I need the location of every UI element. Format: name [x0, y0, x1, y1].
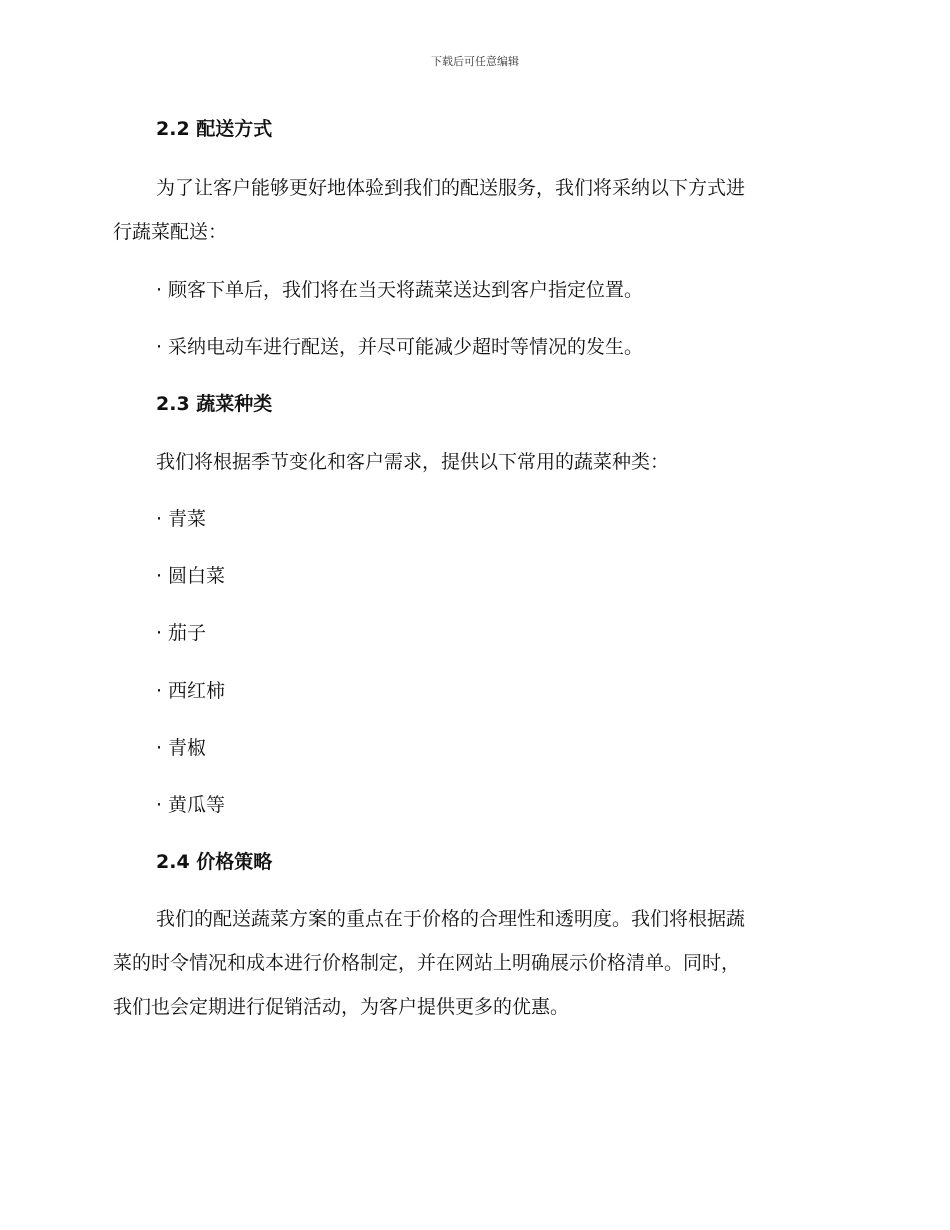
- bullet-item: [156, 277, 643, 303]
- bullet-item: [156, 620, 206, 646]
- bullet-text: 西红柿: [168, 680, 226, 702]
- bullet-item: [156, 506, 206, 532]
- paragraph-line: 菜的时令情况和成本进行价格制定，并在网站上明确展示价格清单。同时，: [113, 952, 741, 974]
- paragraph-pricing: [113, 897, 835, 1029]
- paragraph-line: 为了让客户能够更好地体验到我们的配送服务，我们将采纳以下方式进: [156, 177, 746, 199]
- bullet-text: 青菜: [168, 508, 207, 530]
- bullet-text: 茄子: [168, 622, 207, 644]
- bullet-dot: ·: [156, 336, 163, 358]
- paragraph-line: 行蔬菜配送：: [113, 221, 228, 243]
- page-header: 下载后可任意编辑: [431, 55, 519, 68]
- paragraph-line: 我们也会定期进行促销活动，为客户提供更多的优惠。: [113, 996, 570, 1018]
- section-heading-2-4: 2.4 价格策略: [156, 851, 273, 873]
- bullet-dot: ·: [156, 565, 163, 587]
- bullet-item: [156, 792, 225, 818]
- bullet-text: 黄瓜等: [168, 794, 226, 816]
- section-heading-2-2: 2.2 配送方式: [156, 118, 273, 140]
- bullet-text: 圆白菜: [168, 565, 226, 587]
- section-heading-2-3: 2.3 蔬菜种类: [156, 393, 273, 415]
- bullet-text: 顾客下单后，我们将在当天将蔬菜送达到客户指定位置。: [168, 279, 644, 301]
- bullet-item: [156, 735, 206, 761]
- bullet-dot: ·: [156, 680, 163, 702]
- bullet-text: 采纳电动车进行配送，并尽可能减少超时等情况的发生。: [168, 336, 644, 358]
- bullet-item: [156, 563, 225, 589]
- bullet-dot: ·: [156, 737, 163, 759]
- bullet-item: [156, 334, 643, 360]
- bullet-dot: ·: [156, 794, 163, 816]
- bullet-dot: ·: [156, 622, 163, 644]
- paragraph-line: 我们的配送蔬菜方案的重点在于价格的合理性和透明度。我们将根据蔬: [156, 908, 746, 930]
- paragraph-vegetable-intro: 我们将根据季节变化和客户需求，提供以下常用的蔬菜种类：: [156, 451, 670, 473]
- bullet-item: [156, 678, 225, 704]
- bullet-dot: ·: [156, 508, 163, 530]
- bullet-text: 青椒: [168, 737, 207, 759]
- paragraph-delivery-intro: [113, 166, 835, 254]
- bullet-dot: ·: [156, 279, 163, 301]
